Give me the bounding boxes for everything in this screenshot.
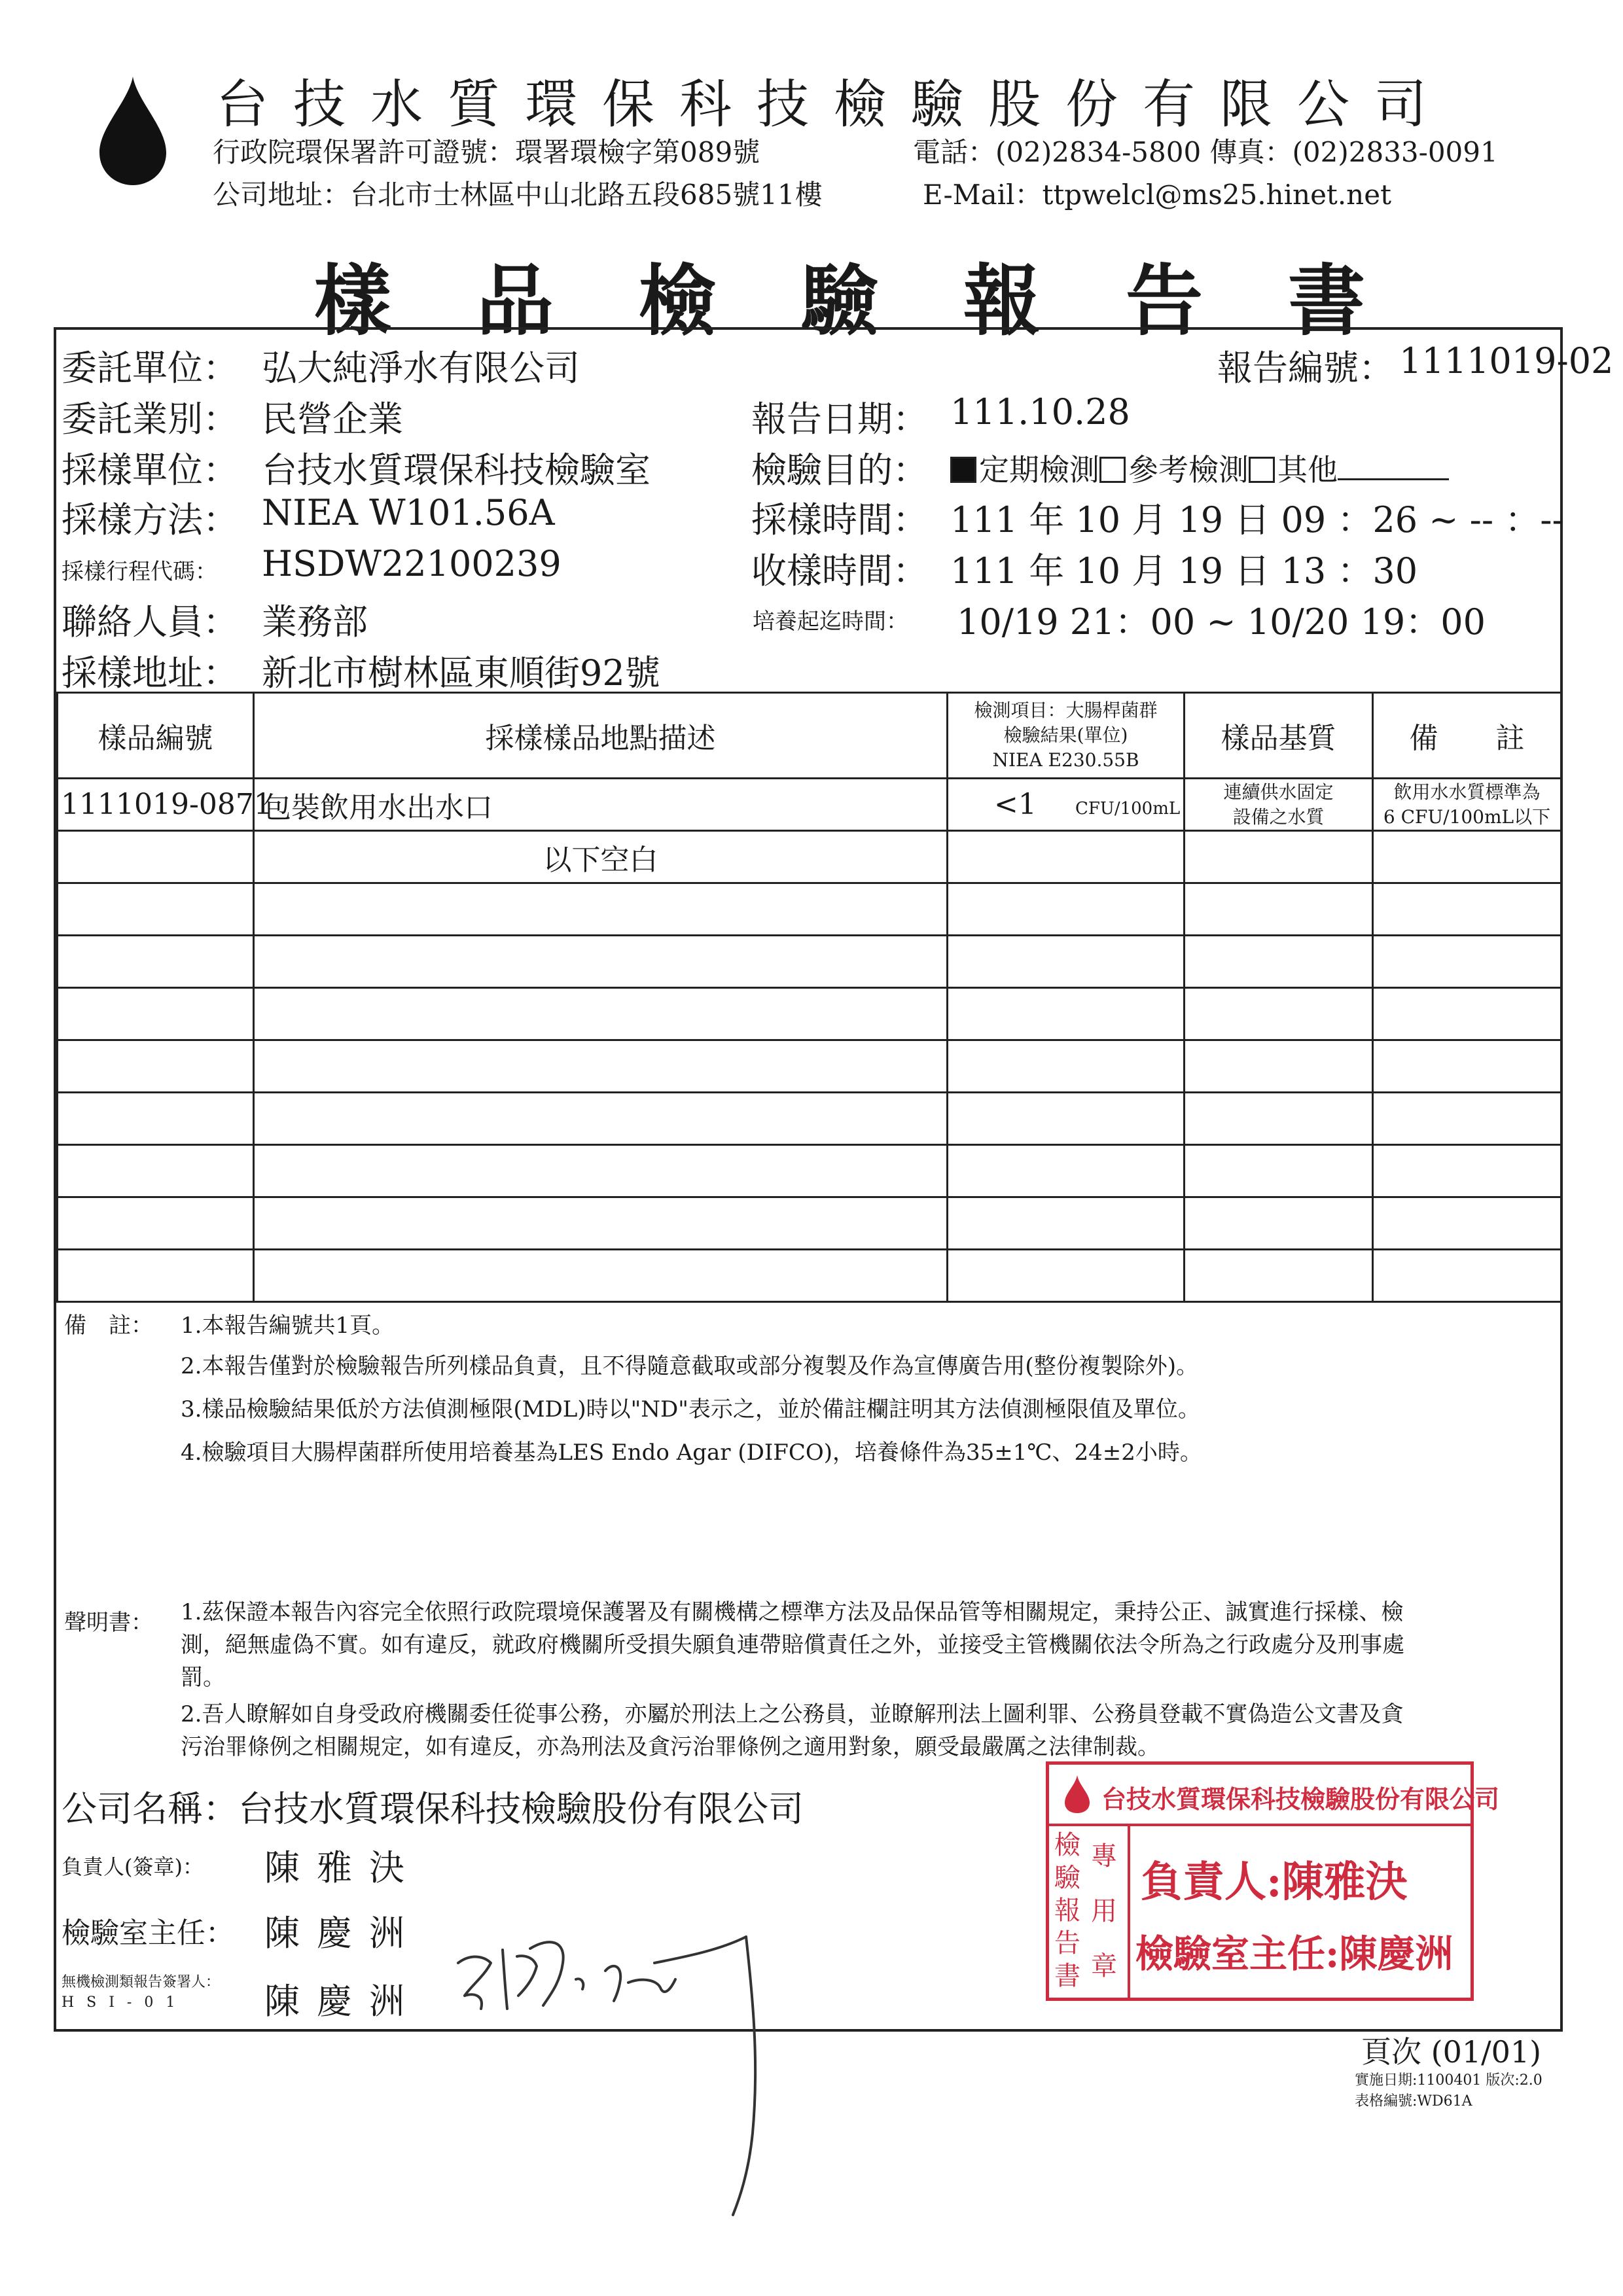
empty-cell [948, 883, 1185, 936]
note-2: 2.本報告僅對於檢驗報告所列樣品負責，且不得隨意截取或部分複製及作為宣傳廣告用(整份複製除外)。 [181, 1353, 1198, 1379]
seal-company: 台技水質環保科技檢驗股份有限公司 [1101, 1784, 1500, 1814]
purpose-reference-checkbox[interactable] [1099, 457, 1126, 483]
trip-code-value: HSDW22100239 [262, 543, 562, 584]
method-value: NIEA W101.56A [262, 492, 555, 533]
site-value: 新北市樹林區東順街92號 [262, 652, 660, 694]
matrix-line2: 設備之水質 [1232, 805, 1325, 828]
seal-lab-director: 檢驗室主任:陳慶洲 [1135, 1932, 1454, 1976]
blank-note: 以下空白 [254, 831, 948, 883]
empty-cell [58, 883, 254, 936]
company-name-footer: 公司名稱：台技水質環保科技檢驗股份有限公司 [62, 1788, 804, 1829]
implementation-date: 實施日期:1100401 版次:2.0 [1355, 2072, 1543, 2089]
empty-cell [254, 1145, 948, 1197]
empty-cell [948, 1040, 1185, 1093]
empty-cell [1373, 883, 1561, 936]
col-header-result [948, 693, 1185, 779]
purpose-reference-label: 參考檢測 [1128, 452, 1249, 487]
empty-cell [58, 831, 254, 883]
empty-cell [1373, 831, 1561, 883]
official-seal [1046, 1761, 1500, 2001]
signer-name: 陳慶洲 [264, 1981, 421, 2022]
result-value: <1 [994, 788, 1037, 821]
table-row [58, 1040, 1561, 1093]
purpose-other-blank [1338, 459, 1449, 480]
empty-cell [58, 936, 254, 988]
empty-cell [1373, 936, 1561, 988]
note-4: 4.檢驗項目大腸桿菌群所使用培養基為LES Endo Agar (DIFCO)，培養條件為35±1℃、24±2小時。 [181, 1439, 1202, 1466]
empty-cell [948, 831, 1185, 883]
empty-cell [58, 988, 254, 1040]
report-no-value: 1111019-02 [1399, 340, 1614, 381]
form-number: 表格編號:WD61A [1355, 2093, 1472, 2110]
result-unit: CFU/100mL [1075, 799, 1181, 819]
empty-cell [1185, 831, 1373, 883]
client-value: 弘大純淨水有限公司 [262, 347, 580, 389]
empty-cell [1373, 1250, 1561, 1302]
table-row [58, 936, 1561, 988]
empty-cell [1185, 988, 1373, 1040]
empty-cell [254, 1250, 948, 1302]
table-row [58, 831, 1561, 883]
empty-cell [1373, 1040, 1561, 1093]
cell-remark [1373, 779, 1561, 831]
page-title: 樣品檢驗報告書 [314, 255, 1451, 346]
cell-sample-no: 1111019-0871 [58, 779, 254, 831]
report-no-label: 報告編號： [1217, 347, 1394, 389]
col-header-matrix: 樣品基質 [1185, 693, 1373, 779]
company-name: 台技水質環保科技檢驗股份有限公司 [216, 74, 1452, 135]
empty-cell [58, 1197, 254, 1250]
declaration-1c: 罰。 [181, 1665, 225, 1691]
table-row [58, 1250, 1561, 1302]
notes-label: 備 註： [64, 1313, 153, 1339]
sampler-label: 採樣單位： [62, 450, 238, 491]
seal-vertical-2: 專用章 [1091, 1841, 1117, 1981]
empty-cell [254, 883, 948, 936]
sampling-time-label: 採樣時間： [751, 499, 928, 540]
empty-cell [948, 1145, 1185, 1197]
sampler-value: 台技水質環保科技檢驗室 [262, 450, 651, 491]
purpose-other-label: 其他 [1277, 452, 1338, 487]
empty-cell [1373, 1197, 1561, 1250]
industry-value: 民營企業 [262, 398, 403, 440]
contact-value: 業務部 [262, 601, 368, 643]
signer-label-line1: 無機檢測類報告簽署人： [62, 1974, 221, 1990]
company-email: E-Mail：ttpwelcl@ms25.hinet.net [923, 179, 1391, 211]
water-drop-logo-icon [97, 75, 169, 186]
empty-cell [1185, 1250, 1373, 1302]
declaration-label: 聲明書： [64, 1610, 153, 1636]
purpose-periodic-checkbox[interactable] [950, 457, 976, 483]
declaration-2a: 2.吾人瞭解如自身受政府機關委任從事公務，亦屬於刑法上之公務員，並瞭解刑法上圖利罪、公務員登載不實偽造公文書及貪 [181, 1701, 1404, 1727]
seal-top-band [1049, 1765, 1500, 1826]
lab-director-label: 檢驗室主任： [62, 1916, 234, 1950]
contact-label: 聯絡人員： [62, 601, 238, 643]
empty-cell [1185, 883, 1373, 936]
empty-cell [948, 936, 1185, 988]
trip-code-label: 採樣行程代碼： [62, 559, 217, 585]
receive-time-value: 111 年 10 月 19 日 13 ：30 [950, 550, 1418, 592]
phone-fax: 電話：(02)2834-5800 傳真：(02)2833-0091 [913, 136, 1498, 168]
handwritten-signature [445, 1917, 851, 2225]
empty-cell [948, 1093, 1185, 1145]
col-header-result-line1: 檢測項目：大腸桿菌群 [974, 699, 1158, 721]
page-number: 頁次 (01/01) [1361, 2034, 1542, 2070]
table-row [58, 883, 1561, 936]
client-label: 委託單位： [62, 347, 238, 389]
empty-cell [58, 1093, 254, 1145]
empty-cell [948, 988, 1185, 1040]
cell-result [948, 779, 1185, 831]
empty-cell [1373, 1145, 1561, 1197]
empty-cell [58, 1250, 254, 1302]
seal-left-band [1049, 1824, 1130, 1998]
table-row [58, 1145, 1561, 1197]
table-row [58, 988, 1561, 1040]
empty-cell [254, 1093, 948, 1145]
responsible-label: 負責人(簽章)： [62, 1854, 204, 1879]
purpose-label: 檢驗目的： [751, 450, 928, 491]
purpose-options [950, 446, 1449, 489]
method-label: 採樣方法： [62, 499, 238, 540]
col-header-remark: 備 註 [1373, 693, 1561, 779]
empty-cell [254, 1040, 948, 1093]
culture-time-label: 培養起迄時間： [753, 609, 908, 635]
empty-cell [254, 988, 948, 1040]
receive-time-label: 收樣時間： [751, 550, 928, 592]
purpose-other-checkbox[interactable] [1249, 457, 1275, 483]
seal-vertical-1: 檢驗報告書 [1054, 1830, 1080, 1991]
empty-cell [1373, 1093, 1561, 1145]
company-address: 公司地址：台北市士林區中山北路五段685號11樓 [213, 179, 823, 211]
note-1: 1.本報告編號共1頁。 [181, 1313, 395, 1339]
col-header-result-line3: NIEA E230.55B [992, 749, 1139, 771]
table-row [58, 1197, 1561, 1250]
empty-cell [948, 1197, 1185, 1250]
matrix-line1: 連續供水固定 [1223, 781, 1334, 803]
empty-cell [1185, 1197, 1373, 1250]
industry-label: 委託業別： [62, 398, 238, 440]
empty-cell [1185, 1145, 1373, 1197]
permit-number: 行政院環保署許可證號：環署環檢字第089號 [213, 136, 760, 168]
empty-cell [1185, 1040, 1373, 1093]
col-header-description: 採樣樣品地點描述 [254, 693, 948, 779]
table-row [58, 779, 1561, 831]
empty-cell [1185, 936, 1373, 988]
culture-time-value: 10/19 21：00 ~ 10/20 19：00 [957, 601, 1486, 643]
empty-cell [254, 936, 948, 988]
empty-cell [58, 1040, 254, 1093]
results-table [56, 692, 1562, 1303]
sampling-time-value: 111 年 10 月 19 日 09 ：26 ~ -- ：-- [950, 499, 1564, 540]
cell-description: 包裝飲用水出水口 [254, 779, 948, 831]
empty-cell [948, 1250, 1185, 1302]
table-row [58, 1093, 1561, 1145]
report-date-label: 報告日期： [751, 398, 928, 440]
empty-cell [1373, 988, 1561, 1040]
note-3: 3.樣品檢驗結果低於方法偵測極限(MDL)時以"ND"表示之，並於備註欄註明其方法偵測極限值及單位。 [181, 1396, 1200, 1422]
signer-label-line2: H S I - 0 1 [62, 1994, 179, 2011]
empty-cell [58, 1145, 254, 1197]
seal-flame-icon [1062, 1774, 1092, 1814]
site-label: 採樣地址： [62, 652, 238, 694]
cell-matrix [1185, 779, 1373, 831]
col-header-result-line2: 檢驗結果(單位) [1003, 724, 1128, 746]
purpose-periodic-label: 定期檢測 [979, 452, 1099, 487]
declaration-1a: 1.茲保證本報告內容完全依照行政院環境保護署及有關機構之標準方法及品保品管等相關規定，秉持公正、誠實進行採樣、檢 [181, 1599, 1404, 1625]
col-header-sample-no: 樣品編號 [58, 693, 254, 779]
declaration-1b: 測，絕無虛偽不實。如有違反，就政府機關所受損失願負連帶賠償責任之外，並接受主管機關依法令所為之行政處分及刑事處 [181, 1632, 1404, 1658]
seal-responsible: 負責人:陳雅決 [1141, 1858, 1408, 1907]
remark-line2: 6 CFU/100mL以下 [1383, 805, 1551, 828]
remark-line1: 飲用水水質標準為 [1393, 781, 1541, 803]
lab-director-name: 陳慶洲 [264, 1913, 421, 1954]
report-date-value: 111.10.28 [950, 391, 1130, 433]
declaration-2b: 污治罪條例之相關規定，如有違反，亦為刑法及貪污治罪條例之適用對象，願受最嚴厲之法律制裁。 [181, 1734, 1160, 1760]
empty-cell [254, 1197, 948, 1250]
empty-cell [1185, 1093, 1373, 1145]
responsible-name: 陳雅決 [264, 1847, 421, 1888]
